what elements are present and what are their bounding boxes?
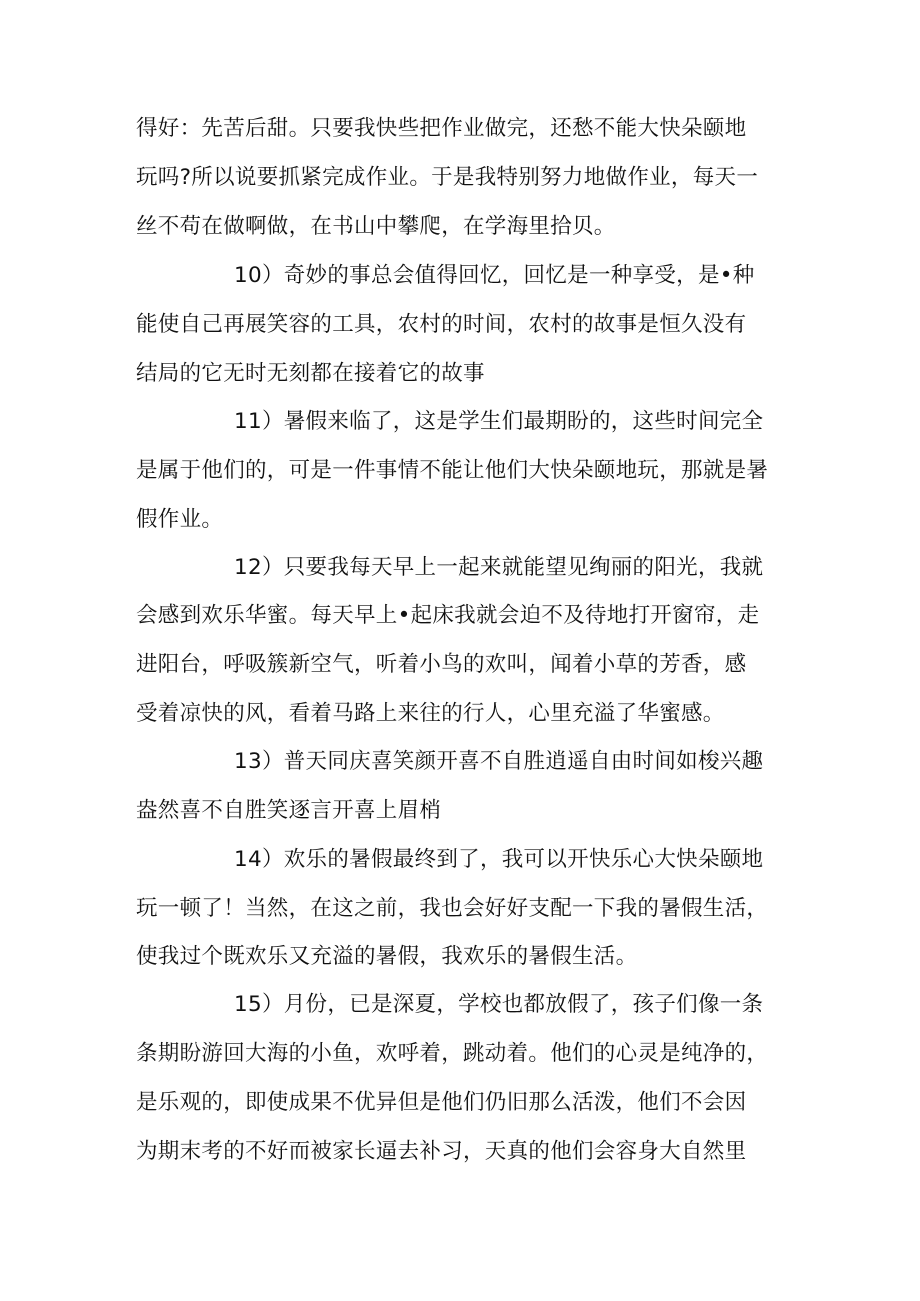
text-line: 条期盼游回大海的小鱼，欢呼着，跳动着。他们的心灵是纯净的， [136,1041,769,1066]
text-line: 能使自己再展笑容的工具，农村的时间，农村的故事是恒久没有 [136,312,747,337]
text-line: 为期末考的不好而被家长逼去补习，天真的他们会容身大自然里 [136,1139,747,1164]
text-line: 得好：先苦后甜。只要我快些把作业做完，还愁不能大快朵颐地 [136,116,747,141]
text-line: 10）奇妙的事总会值得回忆，回忆是一种享受，是•种 [234,263,755,288]
text-line: 12）只要我每天早上一起来就能望见绚丽的阳光，我就 [234,555,764,580]
text-line: 结局的它无时无刻都在接着它的故事 [136,361,485,386]
text-line: 是属于他们的，可是一件事情不能让他们大快朵颐地玩，那就是暑 [136,458,769,483]
text-line: 13）普天同庆喜笑颜开喜不自胜逍遥自由时间如梭兴趣 [234,749,764,774]
text-line: 假作业。 [136,507,224,532]
text-line: 15）月份，已是深夏，学校也都放假了，孩子们像一条 [234,992,764,1017]
text-line: 会感到欢乐华蜜。每天早上•起床我就会迫不及待地打开窗帘，走 [136,603,760,628]
text-line: 丝不苟在做啊做，在书山中攀爬，在学海里拾贝。 [136,214,616,239]
text-line: 使我过个既欢乐又充溢的暑假，我欢乐的暑假生活。 [136,944,638,969]
text-line: 玩吗?所以说要抓紧完成作业。于是我特别努力地做作业，每天一 [136,165,759,190]
text-line: 玩一顿了！当然，在这之前，我也会好好支配一下我的暑假生活， [136,896,769,921]
text-line: 14）欢乐的暑假最终到了，我可以开快乐心大快朵颐地 [234,847,764,872]
text-line: 11）暑假来临了，这是学生们最期盼的，这些时间完全 [234,409,764,434]
text-line: 进阳台，呼吸簇新空气，听着小鸟的欢叫，闻着小草的芳香，感 [136,652,747,677]
text-line: 受着凉快的风，看着马路上来往的行人，心里充溢了华蜜感。 [136,701,725,726]
text-line: 是乐观的，即使成果不优异但是他们仍旧那么活泼，他们不会因 [136,1090,747,1115]
text-line: 盎然喜不自胜笑逐言开喜上眉梢 [136,798,442,823]
